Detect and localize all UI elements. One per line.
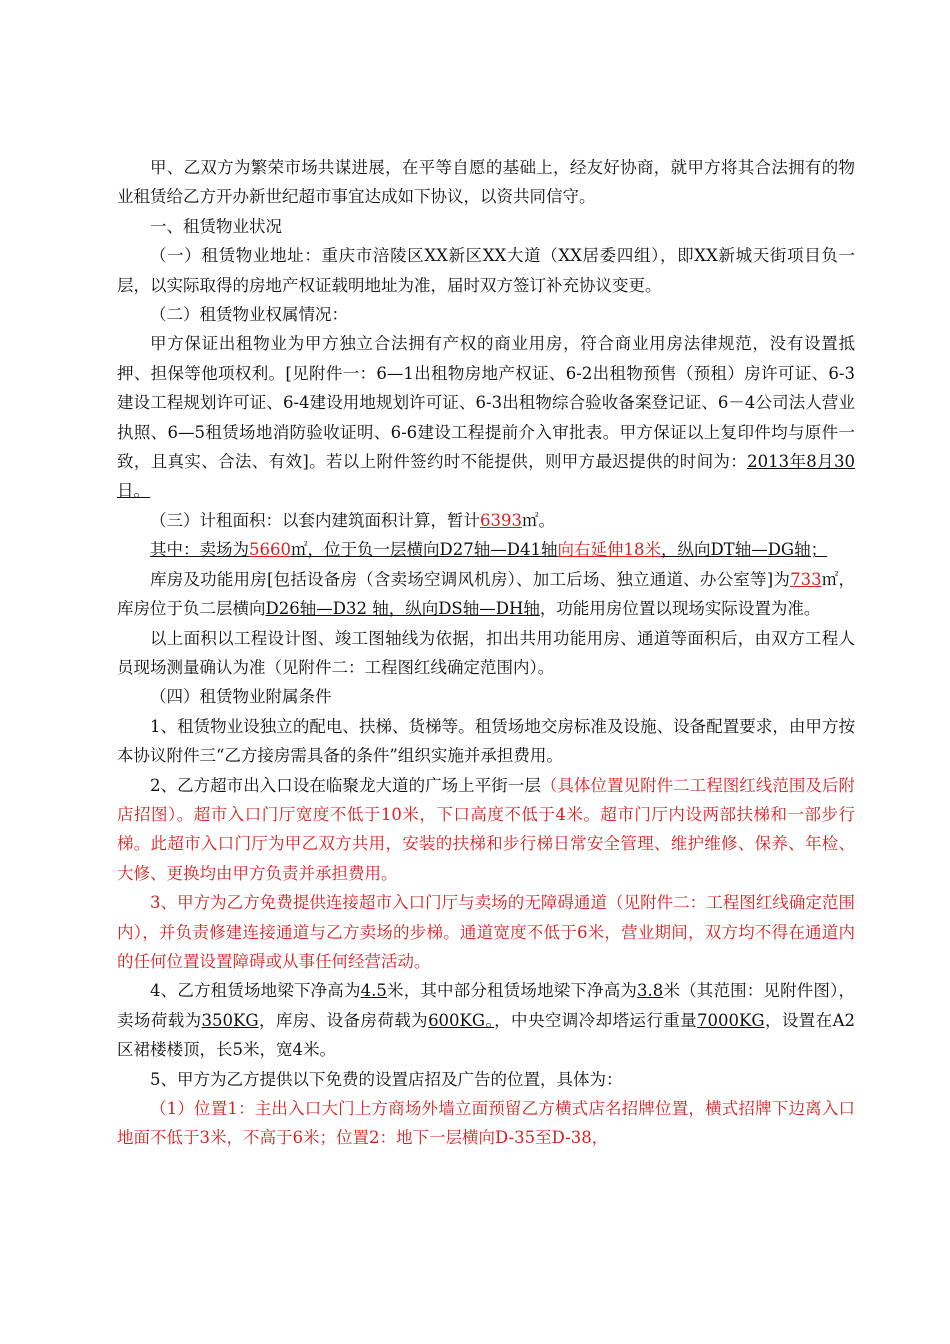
text-segment: 2013年8月30日。 [117,452,855,501]
text-segment: 米（其范围：见附件图），卖场荷载为 [117,981,856,1030]
text-segment: 600KG。 [428,1010,495,1030]
text-segment: ，设置在A2区裙楼楼顶，长5米，宽4米。 [117,1010,856,1060]
text-segment: 5、甲方为乙方提供以下免费的设置店招及广告的位置，具体为： [150,1069,623,1089]
text-segment: 米，其中部分租赁场地梁下净高为 [386,981,638,1001]
paragraph-s1-4-5 [117,1065,855,1094]
paragraph-s1-4-2 [117,771,855,889]
text-segment: （1）位置1：主出入口大门上方商场外墙立面预留乙方横式店名招牌位置，横式招牌下边离入口地面不低于3米，不高于6米；位置2：地下一层横向D-35至D-38， [117,1099,855,1148]
text-segment: （三）计租面积：以套内建筑面积计算，暂计 [150,510,480,530]
paragraph-s1-4-1 [117,712,855,771]
text-segment: ，功能用房位置以现场实际设置为准。 [539,599,821,619]
text-segment: 7000KG [697,1010,765,1030]
paragraph-s1-3-a [117,535,855,564]
paragraph-sec1 [117,212,855,241]
text-segment: ，库房、设备房荷载为 [258,1010,429,1030]
paragraph-s1-4-5-1 [117,1094,855,1153]
paragraph-s1-4 [117,682,855,711]
text-segment: 甲方保证出租物业为甲方独立合法拥有产权的商业用房，符合商业用房法律规范，没有设置抵押、担保等他项权利。[见附件一：6—1出租物房地产权证、6-2出租物预售（预租）房许可证、6-3建设工程规划许可证、6-4建设用地规划许可证、6-3出租物综合验收备案登记证、6－4公司法人营业执照、6—5租赁场地消防验收证明、6-6建设工程提前介入审批表。甲方保证以上复印件均与原件一致，且真实、合法、有效]。若以上附件签约时不能提供，则甲方最迟提供的时间为： [117,334,855,472]
text-segment: 3、甲方为乙方免费提供连接超市入口门厅与卖场的无障碍通道（见附件二：工程图红线确定范围内），并负责修建连接通道与乙方卖场的步梯。通道宽度不低于6米，营业期间，双方均不得在通道内的任何位置设置障碍或从事任何经营活动。 [117,893,855,971]
text-segment: （一）租赁物业地址：重庆市涪陵区XX新区XX大道（XX居委四组），即XX新城天街项目负一层，以实际取得的房地产权证载明地址为准，届时双方签订补充协议变更。 [117,246,855,295]
text-segment: 733 [790,569,822,589]
text-segment: 其中：卖场为 [150,540,249,560]
text-segment: （四）租赁物业附属条件 [150,687,332,707]
text-segment: ，中央空调冷却塔运行重量 [494,1010,698,1030]
text-segment: 6393 [480,510,522,530]
text-segment: （二）租赁物业权属情况： [150,305,348,325]
text-segment: 4.5 [360,981,387,1001]
text-segment: 1、租赁物业设独立的配电、扶梯、货梯等。租赁场地交房标准及设施、设备配置要求，由甲方按本协议附件三“乙方接房需具备的条件”组织实施并承担费用。 [117,716,855,766]
text-segment: 以上面积以工程设计图、竣工图轴线为依据，扣出共用功能用房、通道等面积后，由双方工程人员现场测量确认为准（见附件二：工程图红线确定范围内）。 [117,628,855,677]
paragraph-s1-3-c [117,624,855,683]
text-segment: （具体位置见附件二工程图红线范围及后附店招图）。超市入口门厅宽度不低于10米，下口高度不低于4米。超市门厅内设两部扶梯和一部步行梯。此超市入口门厅为甲乙双方共用，安装的扶梯和步行梯日常安全管理、维护维修、保养、年检、大修、更换均由甲方负责并承担费用。 [117,775,856,883]
paragraph-intro [117,153,855,212]
paragraph-s1-1 [117,241,855,300]
paragraph-s1-2-body [117,329,855,505]
text-segment: ㎡，库房位于负二层横向 [117,569,856,619]
text-segment: 4、乙方租赁场地梁下净高为 [150,981,361,1001]
text-segment: 库房及功能用房[包括设备房（含卖场空调风机房）、加工后场、独立通道、办公室等]为 [150,569,791,589]
text-segment: 5660 [249,540,291,560]
text-segment: ㎡。 [522,510,555,530]
text-segment: 3.8 [637,981,664,1001]
document-body [117,153,855,1153]
paragraph-s1-3-b [117,565,855,624]
text-segment: D26轴—D32 轴，纵向DS轴—DH轴 [265,599,540,619]
text-segment: 向右延伸18米 [557,540,661,560]
text-segment: ㎡，位于负一层横向D27轴—D41轴 [291,540,558,560]
paragraph-s1-2 [117,300,855,329]
text-segment: 2、乙方超市出入口设在临聚龙大道的广场上平街一层 [150,775,541,795]
text-segment: ，纵向DT轴—DG轴； [660,540,828,560]
paragraph-s1-3 [117,506,855,535]
text-segment: 甲、乙双方为繁荣市场共谋进展，在平等自愿的基础上，经友好协商，就甲方将其合法拥有的物业租赁给乙方开办新世纪超市事宜达成如下协议，以资共同信守。 [117,158,855,207]
text-segment: 一、租赁物业状况 [150,216,282,236]
paragraph-s1-4-4 [117,976,855,1064]
paragraph-s1-4-3 [117,888,855,976]
text-segment: 350KG [201,1010,259,1030]
